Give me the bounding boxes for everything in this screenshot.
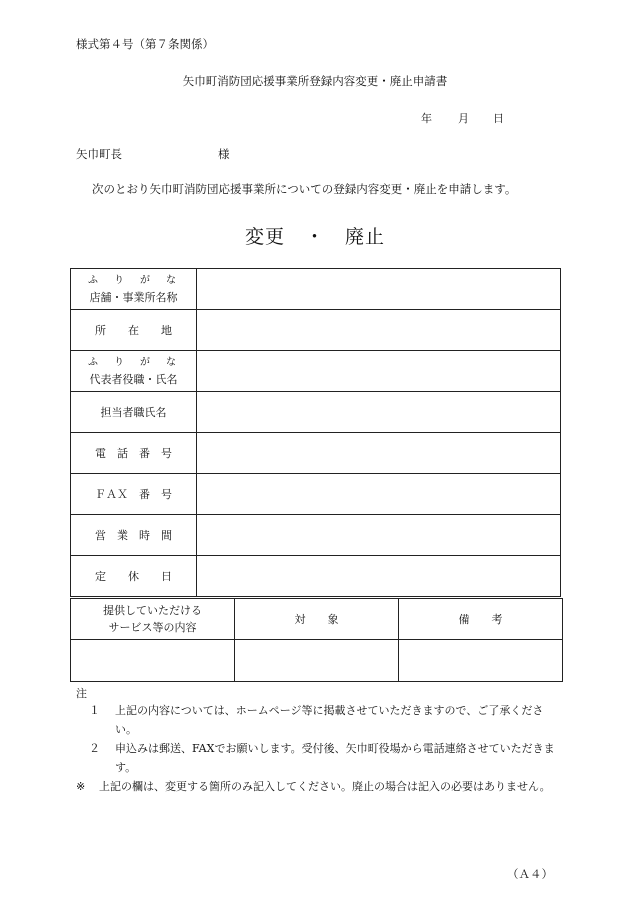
date-year-label: 年 <box>421 112 432 125</box>
service-content-label <box>71 599 235 640</box>
service-input-row <box>71 640 563 682</box>
intro-text: 次のとおり矢巾町消防団応援事業所についての登録内容変更・廃止を申請します。 <box>92 182 517 196</box>
note-number: ２ <box>89 742 100 755</box>
service-label-line2: サービス等の内容 <box>108 621 197 634</box>
fax-field[interactable] <box>197 474 561 515</box>
form-label-fax: ＦＡＸ 番 号 <box>71 474 197 515</box>
service-content-field[interactable] <box>71 640 235 682</box>
form-label-holidays: 定 休 日 <box>71 556 197 597</box>
service-header-row <box>71 599 563 640</box>
form-row-contact-person <box>71 392 561 433</box>
addressee-honorific: 様 <box>218 147 230 161</box>
form-label-phone: 電 話 番 号 <box>71 433 197 474</box>
form-row-phone <box>71 433 561 474</box>
business-name-field[interactable] <box>197 269 561 310</box>
holidays-field[interactable] <box>197 556 561 597</box>
note-mark: ※ <box>76 780 86 793</box>
form-label-contact-person: 担当者職氏名 <box>71 392 197 433</box>
phone-field[interactable] <box>197 433 561 474</box>
service-table <box>70 598 563 682</box>
label-text: 代表者役職・氏名 <box>89 373 178 386</box>
change-abolish-heading: 変更 ・ 廃止 <box>244 226 385 248</box>
label-text: 店舗・事業所名称 <box>89 291 178 304</box>
form-label-business-name <box>71 269 197 310</box>
note-text: 上記の欄は、変更する箇所のみ記入してください。廃止の場合は記入の必要はありません。 <box>99 780 551 793</box>
furigana-label: ふ り が な <box>88 275 179 286</box>
service-label-line1: 提供していただける <box>103 604 202 617</box>
form-label-address: 所 在 地 <box>71 310 197 351</box>
document-title: 矢巾町消防団応援事業所登録内容変更・廃止申請書 <box>182 74 448 88</box>
target-field[interactable] <box>235 640 399 682</box>
form-row-fax <box>71 474 561 515</box>
registration-form-table <box>70 268 561 597</box>
form-number: 様式第４号（第７条関係） <box>76 37 214 51</box>
form-row-address <box>71 310 561 351</box>
paper-size-label: （Ａ４） <box>507 867 553 881</box>
address-field[interactable] <box>197 310 561 351</box>
representative-field[interactable] <box>197 351 561 392</box>
remarks-field[interactable] <box>399 640 563 682</box>
remarks-header: 備 考 <box>399 599 563 640</box>
form-label-business-hours: 営 業 時 間 <box>71 515 197 556</box>
business-hours-field[interactable] <box>197 515 561 556</box>
notes-heading: 注 <box>76 687 87 700</box>
form-row-representative <box>71 351 561 392</box>
note-number: １ <box>89 704 100 717</box>
addressee: 矢巾町長 <box>76 147 122 161</box>
note-text: 上記の内容については、ホームページ等に掲載させていただきますので、ご了承ください。 <box>115 704 544 736</box>
date-day-label: 日 <box>493 112 504 125</box>
form-row-business-hours <box>71 515 561 556</box>
form-row-business-name <box>71 269 561 310</box>
form-row-holidays <box>71 556 561 597</box>
furigana-label: ふ り が な <box>88 357 179 368</box>
form-label-representative <box>71 351 197 392</box>
date-month-label: 月 <box>458 112 469 125</box>
target-header: 対 象 <box>235 599 399 640</box>
contact-person-field[interactable] <box>197 392 561 433</box>
note-text: 申込みは郵送、FAXでお願いします。受付後、矢巾町役場から電話連絡させていただきます。 <box>115 742 555 774</box>
